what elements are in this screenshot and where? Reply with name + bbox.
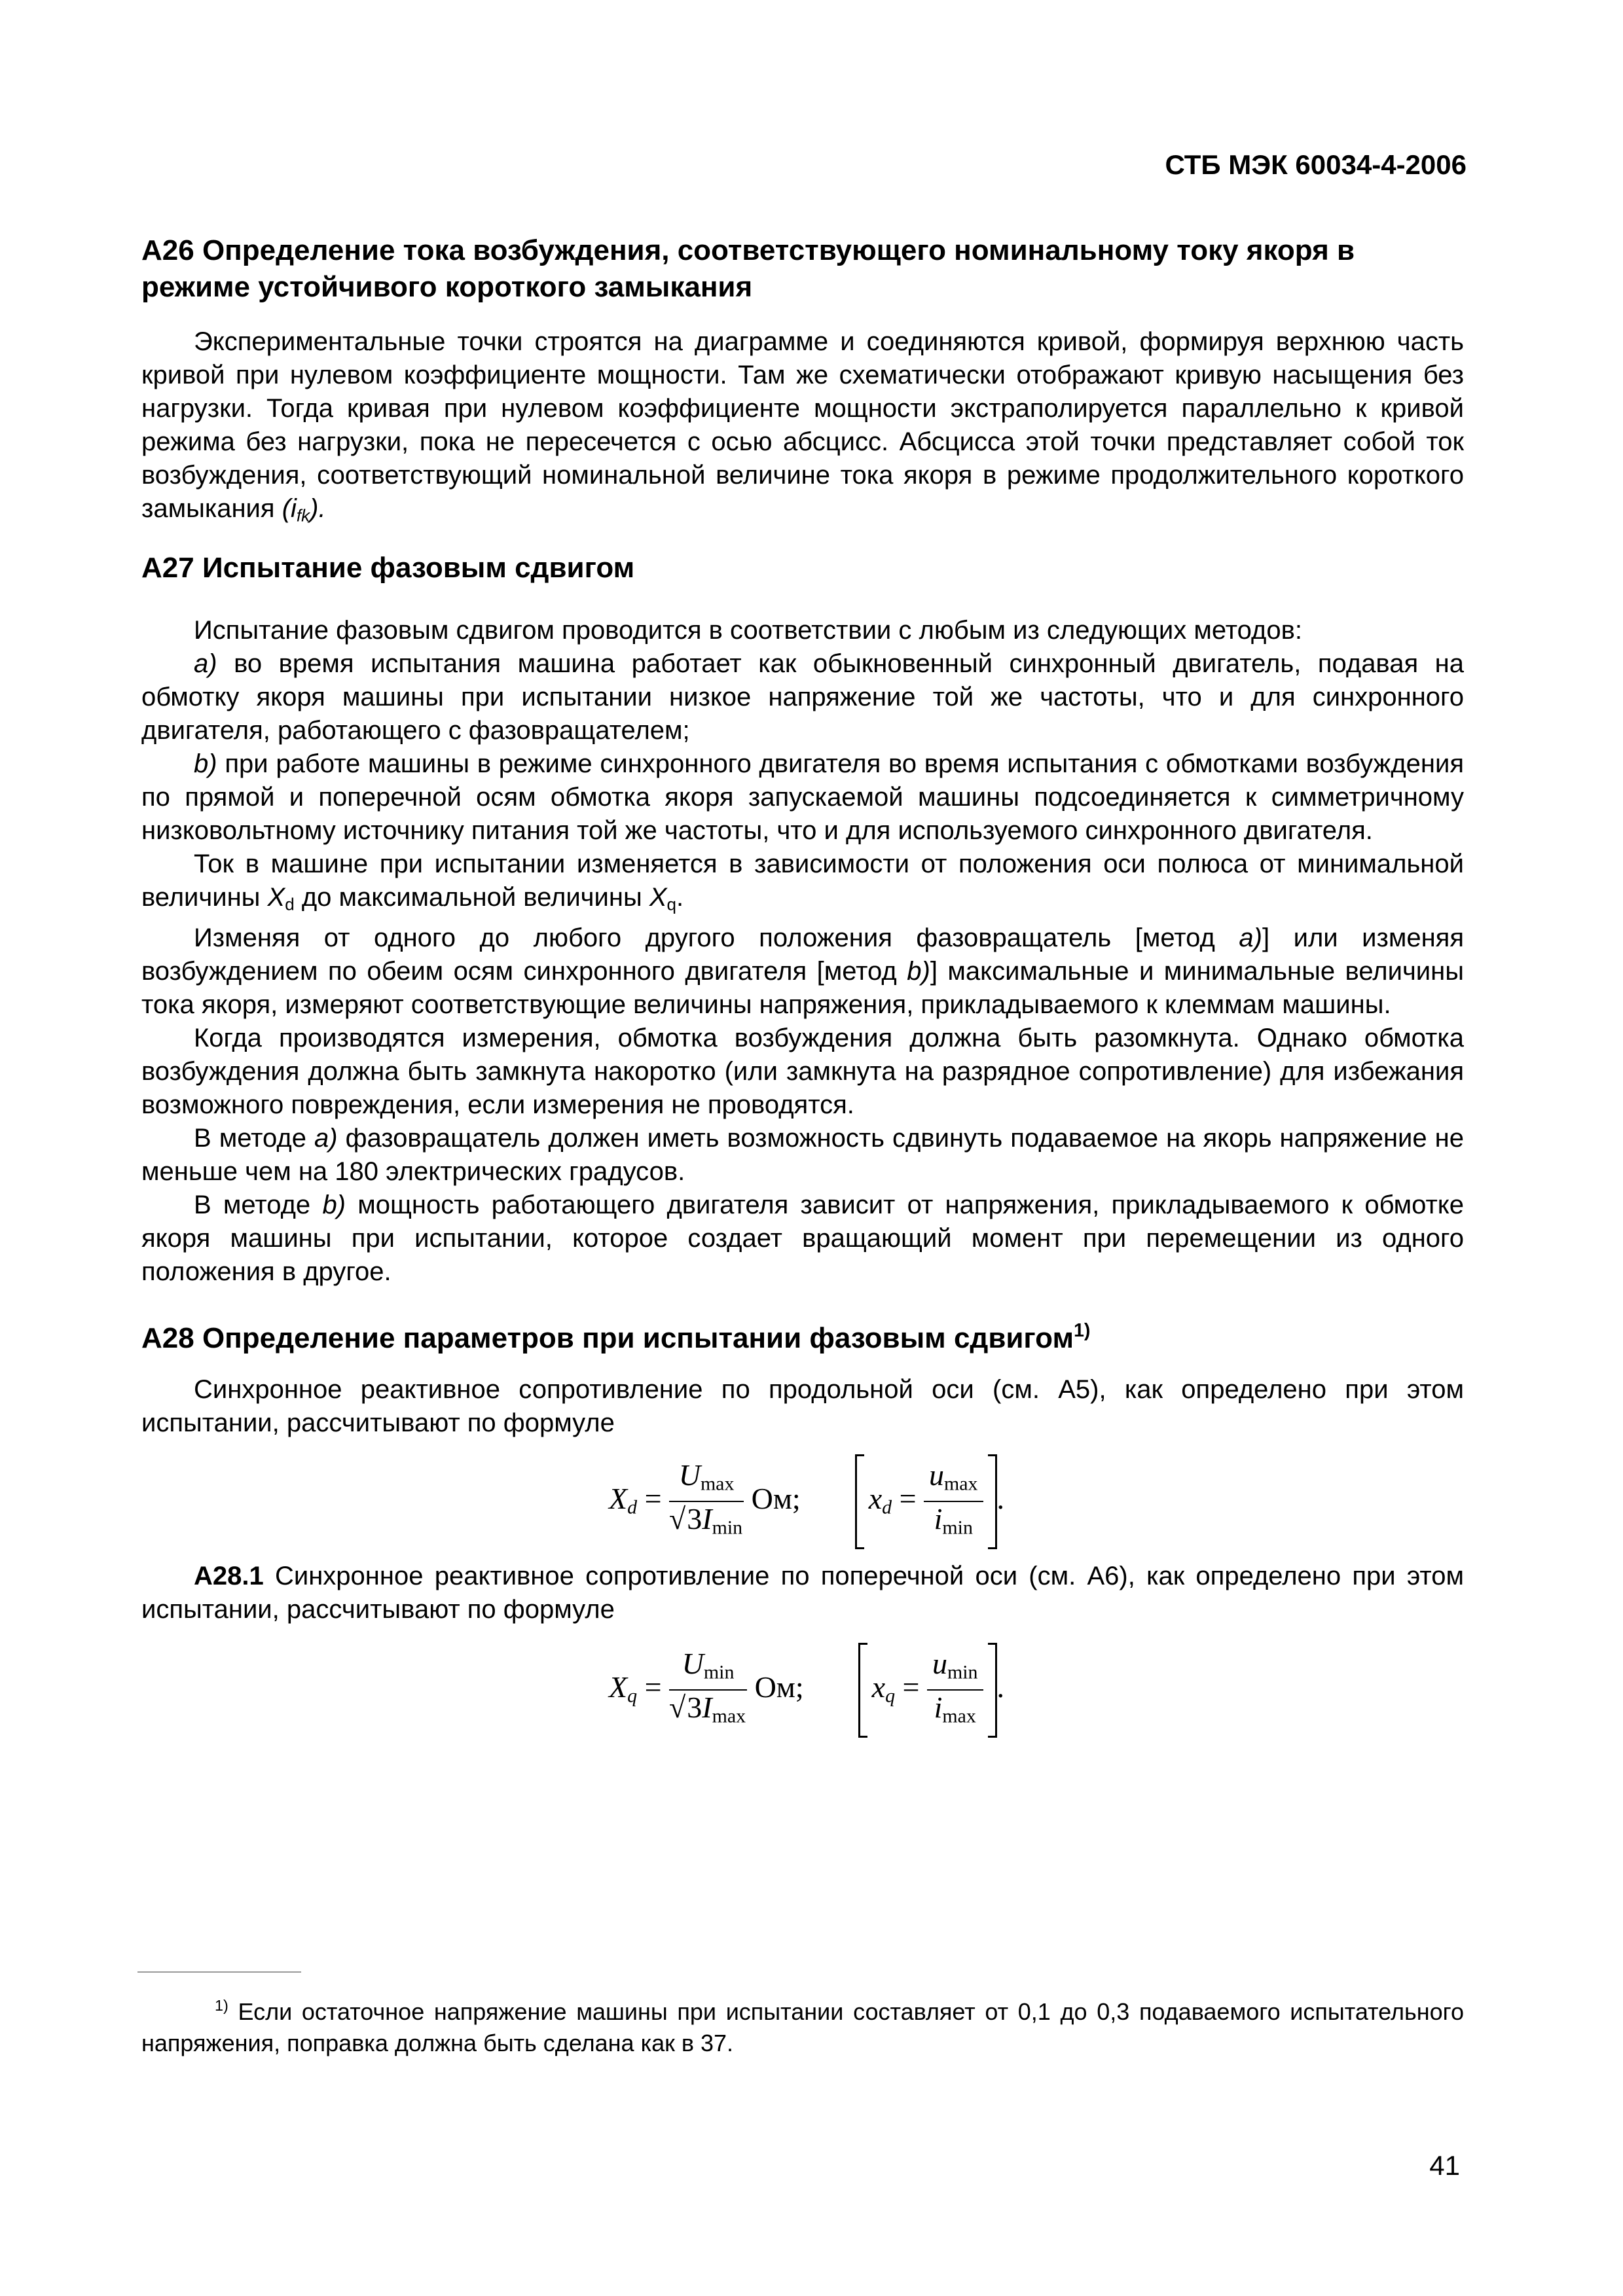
a28-para-1: Синхронное реактивное сопротивление по продольной оси (см. А5), как определено при этом испытании, рассчитывают по формуле — [141, 1375, 1464, 1437]
section-a27-body — [141, 614, 1464, 1289]
formula-xd — [609, 1454, 1004, 1549]
a27-para-5-c: ] максимальные и минимальные величины тока якоря, измеряют соответствующие величины напряжения, прикладываемого к клеммам машины. — [141, 956, 1464, 1019]
section-a27-title: А27 Испытание фазовым сдвигом — [141, 552, 635, 584]
a28-title-footnote-mark: 1) — [1074, 1320, 1091, 1341]
f2-b-den-sub: max — [942, 1705, 976, 1727]
a27-para-4-x2: X — [649, 883, 667, 912]
a28-1-para — [141, 1560, 1464, 1626]
a27-para-4 — [141, 848, 1464, 922]
f1-lhs: X — [609, 1482, 628, 1516]
f2-numerator — [669, 1647, 747, 1691]
a27-para-6: Когда производятся измерения, обмотка возбуждения должна быть разомкнута. Однако обмотка возбуждения должна быть замкнута накоротко (или замкнута на разрядное сопротивление) для избежания возможного повреждения, если измерения не проводятся. — [141, 1023, 1464, 1119]
footnote-text: Если остаточное напряжение машины при испытании составляет от 0,1 до 0,3 подаваемого испытательного напряжения, поправка должна быть сделана как в 37. — [141, 1998, 1464, 2057]
f1-unit: Ом; — [751, 1482, 801, 1516]
formula-xq — [609, 1643, 1004, 1738]
a27-para-2-label: а) — [194, 649, 217, 678]
f2-b-lhs-sub: q — [885, 1685, 896, 1707]
f1-eq: = — [644, 1482, 662, 1516]
f2-den-sub: max — [712, 1705, 746, 1727]
a27-para-7-m: а) — [314, 1123, 338, 1153]
a27-para-3-label: b) — [194, 749, 217, 778]
f1-den-sub: min — [712, 1516, 743, 1539]
f1-num: U — [678, 1458, 701, 1492]
a28-title-text: А28 Определение параметров при испытании фазовым сдвигом — [141, 1322, 1074, 1355]
a27-para-1: Испытание фазовым сдвигом проводится в соответствии с любым из следующих методов: — [194, 616, 1302, 645]
a28-1-text: Синхронное реактивное сопротивление по поперечной оси (см. А6), как определено при этом испытании, рассчитывают по формуле — [141, 1562, 1464, 1624]
f2-b-num-sub: min — [947, 1661, 978, 1683]
f1-b-num: u — [929, 1458, 945, 1492]
f1-b-den-sub: min — [942, 1516, 973, 1539]
a27-para-2-text: во время испытания машина работает как обыкновенный синхронный двигатель, подавая на обмотку якоря машины при испытании низкое напряжение той же частоты, что и для синхронного двигателя, работающего с фазовращателем; — [141, 649, 1464, 745]
f2-denominator: $√3I_{max}$ — [669, 1691, 747, 1733]
f1-b-num-sub: max — [944, 1473, 978, 1495]
f2-radicand — [685, 1689, 747, 1727]
a26-symbol-sub: fk — [296, 505, 310, 526]
f1-root: 3 — [687, 1502, 702, 1536]
f2-b-eq: = — [902, 1670, 920, 1704]
f2-fraction — [669, 1647, 747, 1734]
f2-b-den: i — [934, 1691, 943, 1725]
f2-sqrt — [685, 1691, 747, 1733]
a27-para-4-x1: X — [267, 883, 285, 912]
f2-b-num: u — [932, 1647, 947, 1680]
a27-para-5 — [141, 922, 1464, 1022]
f1-b-fraction — [924, 1458, 983, 1545]
a26-body: Экспериментальные точки строятся на диаграмме и соединяются кривой, формируя верхнюю часть кривой при нулевом коэффициенте мощности. Там же схематически отображают кривую насыщения без нагрузки. Тогда кривая при нулевом коэффициенте мощности экстраполируется параллельно к кривой режима без нагрузки, пока не пересечется с осью абсцисс. Абсцисса этой точки представляет собой ток возбуждения, соответствующий номинальной величине тока якоря в режиме продолжительного короткого замыкания — [141, 327, 1464, 523]
f2-b-fraction — [927, 1647, 983, 1734]
a27-para-7-b: фазовращатель должен иметь возможность сдвинуть подаваемое на якорь напряжение не меньше чем на 180 электрических градусов. — [141, 1123, 1464, 1186]
f1-end: . — [996, 1482, 1004, 1516]
document-code: СТБ МЭК 60034-4-2006 — [1165, 149, 1467, 180]
f1-radicand — [685, 1501, 744, 1539]
f2-num-sub: min — [703, 1661, 735, 1683]
f1-sqrt — [685, 1502, 744, 1545]
footnote-mark: 1) — [215, 1997, 228, 2014]
footnote-separator — [137, 1971, 301, 1973]
f1-fraction — [669, 1458, 744, 1545]
a27-para-4-b: до максимальной величины — [294, 883, 649, 912]
a28-1-label: А28.1 — [194, 1562, 264, 1590]
a27-para-5-b: ] или изменяя возбуждением по обеим осям синхронного двигателя [метод — [141, 923, 1464, 986]
f2-eq: = — [644, 1670, 662, 1704]
a27-para-8-m: b) — [322, 1190, 346, 1219]
f1-lhs-sub: d — [627, 1496, 638, 1518]
a27-para-7-a: В методе — [194, 1123, 314, 1153]
f2-lhs-sub: q — [627, 1685, 638, 1707]
f1-denominator: $√3I_{min}$ — [669, 1502, 744, 1545]
footnote — [141, 1990, 1464, 2059]
page-number: 41 — [1429, 2150, 1460, 2181]
a27-para-8-b: мощность работающего двигателя зависит от напряжения, прикладываемого к обмотке якоря машины при испытании, которое создает вращающий момент при перемещении из одного положения в другое. — [141, 1190, 1465, 1286]
a27-para-3 — [141, 747, 1464, 848]
a27-para-4-c: . — [676, 883, 684, 912]
f1-b-eq: = — [899, 1482, 917, 1516]
a27-para-3-text: при работе машины в режиме синхронного двигателя во время испытания с обмотками возбуждения по прямой и поперечной осям обмотка якоря запускаемой машины подсоединяется к симметричному низковольтному источнику питания той же частоты, что и для используемого синхронного двигателя. — [141, 749, 1464, 845]
f1-b-den: i — [934, 1502, 943, 1536]
a27-para-5-m2: b) — [907, 956, 930, 986]
f1-b-lhs-sub: d — [882, 1496, 892, 1518]
f2-bracket — [858, 1643, 997, 1738]
a27-para-7 — [141, 1122, 1464, 1189]
a27-para-8-a: В методе — [194, 1190, 323, 1219]
a27-para-4-x1-sub: d — [285, 894, 295, 914]
f2-unit: Ом; — [754, 1670, 804, 1704]
f1-numerator — [669, 1458, 744, 1502]
a26-symbol — [282, 494, 326, 526]
f1-bracket — [855, 1454, 997, 1549]
f2-lhs: X — [609, 1670, 628, 1704]
f1-b-lhs: x — [868, 1482, 883, 1516]
a27-para-4-a: Ток в машине при испытании изменяется в зависимости от положения оси полюса от минимальной величины — [141, 850, 1464, 912]
f2-root: 3 — [687, 1691, 702, 1725]
f2-b-lhs: x — [871, 1670, 886, 1704]
f2-end: . — [996, 1670, 1004, 1704]
f2-b-numerator — [927, 1647, 983, 1691]
f2-b-denominator — [927, 1691, 983, 1733]
f1-b-denominator — [924, 1502, 983, 1545]
a26-symbol-i: (i — [282, 494, 297, 523]
f2-num: U — [682, 1647, 704, 1680]
a27-para-5-m1: а) — [1239, 923, 1262, 952]
a26-symbol-end: ). — [310, 494, 326, 523]
f2-den: I — [702, 1691, 712, 1725]
a27-para-2 — [141, 647, 1464, 747]
a27-para-4-x2-sub: q — [666, 894, 676, 914]
f1-num-sub: max — [700, 1473, 735, 1495]
a27-para-5-a: Изменяя от одного до любого другого положения фазовращатель [метод — [194, 923, 1239, 952]
f1-den: I — [702, 1502, 712, 1536]
a27-para-8 — [141, 1189, 1464, 1289]
section-a26-title: А26 Определение тока возбуждения, соответствующего номинальному току якоря в режиме устойчивого короткого замыкания — [141, 234, 1355, 303]
section-a26-text — [141, 325, 1464, 533]
section-a28-title — [141, 1312, 1464, 1357]
f1-b-numerator — [924, 1458, 983, 1502]
